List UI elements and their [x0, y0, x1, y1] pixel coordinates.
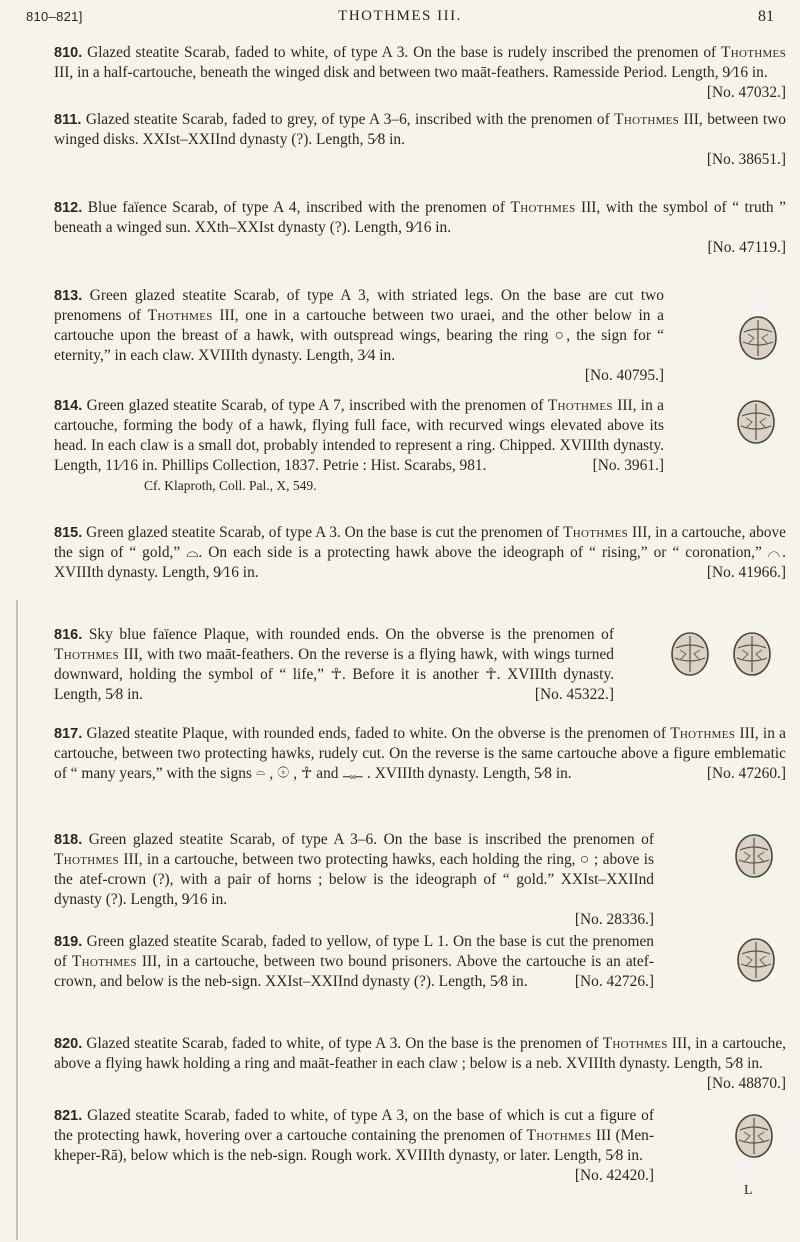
plaque-obverse-illustration: [666, 630, 714, 678]
register-number: [No. 28336.]: [574, 911, 654, 928]
entry-text: Green glazed steatite Scarab, of type A 3, with striated legs. On the base are cut two prenomens of: [54, 287, 664, 324]
entry-number: 815.: [54, 525, 83, 541]
entry-text: III, in a cartouche, above a flying hawk holding a ring and maāt-feather in each claw ; below is a neb. XVIIIth dynasty. Length, 5⁄8 in.: [54, 1035, 786, 1072]
entry-number: 821.: [54, 1108, 83, 1124]
scarab-illustration-819: [732, 936, 780, 984]
entry-text: Blue faïence Scarab, of type A 4, inscribed with the prenomen of: [87, 199, 511, 216]
scarab-illustration-813: [734, 314, 782, 362]
scarab-illustration-818: [730, 832, 778, 880]
register-number: [No. 48870.]: [706, 1075, 786, 1092]
entry-text: III, in a cartouche, between two protecting hawks, rudely cut. On the reverse is the same cartouche above a figure emblematic of “ many years,” with the signs 𓏏 , 𓇳 , ☥ and 𓊃 . XVIIIth dynasty. Length, 5⁄8 in.: [54, 725, 786, 782]
king-name: Thothmes: [547, 397, 613, 414]
entry-text: III, with two maāt-feathers. On the reverse is a flying hawk, with wings turned downward, holding the symbol of “ life,” ☥. Before it is another ☥. XVIIIth dynasty. Length, 5⁄8 in.: [54, 646, 614, 703]
entry-number: 811.: [54, 112, 82, 128]
king-name: Thothmes: [147, 307, 213, 324]
entry-814: [54, 396, 664, 496]
entry-text: III, in a half-cartouche, beneath the winged disk and between two maāt-feathers. Ramesside Period. Length, 9⁄16 in.: [54, 64, 768, 81]
king-name: Thothmes: [563, 524, 629, 541]
signature-mark: L: [744, 1183, 753, 1198]
register-number: [No. 42726.]: [574, 973, 654, 990]
scarab-sketch-icon: [728, 630, 776, 678]
register-number: [No. 40795.]: [584, 367, 664, 384]
king-name: Thothmes: [670, 725, 736, 742]
page-number: 81: [758, 8, 774, 25]
entry-number: 817.: [54, 726, 83, 742]
entry-815: [54, 523, 786, 583]
entry-810: [54, 43, 786, 103]
entry-number: 820.: [54, 1036, 83, 1052]
entry-811: [54, 110, 786, 170]
entry-text: III, in a cartouche, between two protecting hawks, each holding the ring, ○ ; above is the atef-crown (?), with a pair of horns ; below is the ideograph of “ gold.” XXIst–XXIInd dynasty (?). Length, 9⁄16 in.: [54, 851, 654, 908]
register-number: [No. 45322.]: [534, 686, 614, 703]
king-name: Thothmes: [614, 111, 680, 128]
scarab-sketch-icon: [730, 832, 778, 880]
entry-text: Glazed steatite Scarab, faded to white, of type A 3. On the base is the prenomen of: [86, 1035, 603, 1052]
king-name: Thothmes: [526, 1127, 592, 1144]
scarab-illustration-821: [730, 1112, 778, 1160]
scarab-illustration-814: [732, 398, 780, 446]
entry-text: Green glazed steatite Scarab, of type A 7, inscribed with the prenomen of: [86, 397, 548, 414]
entry-text: III, in a cartouche, forming the body of a hawk, flying full face, with recurved wings elevated above its head. In each claw is a small dot, probably intended to represent a ring. Chipped. XVIIIth dynasty. Length, 11⁄16 in. Phillips Collection, 1837. Petrie : Hist. Scarabs, 981.: [54, 397, 664, 474]
entry-number: 818.: [54, 832, 83, 848]
king-name: Thothmes: [71, 953, 137, 970]
entry-text: III, with the symbol of “ truth ” beneath a winged sun. XXth–XXIst dynasty (?). Length, 9⁄16 in.: [54, 199, 786, 236]
page-title: THOTHMES III.: [338, 8, 462, 24]
entry-816: [54, 625, 614, 705]
entry-text: III, between two winged disks. XXIst–XXIInd dynasty (?). Length, 5⁄8 in.: [54, 111, 786, 148]
entry-number: 814.: [54, 398, 83, 414]
entry-number: 816.: [54, 627, 83, 643]
entry-range: 810–821]: [26, 9, 83, 24]
entry-819: [54, 932, 654, 992]
entry-817: [54, 724, 786, 784]
entry-number: 813.: [54, 288, 83, 304]
register-number: [No. 42420.]: [574, 1167, 654, 1184]
entry-number: 810.: [54, 45, 83, 61]
entry-text: Sky blue faïence Plaque, with rounded ends. On the obverse is the prenomen of: [88, 626, 614, 643]
entry-text: III, one in a cartouche between two uraei, and the other below in a cartouche upon the breast of a hawk, with outspread wings, bearing the ring ○, the sign for “ eternity,” in each claw. XVIIIth dynasty. Length, 3⁄4 in.: [54, 307, 664, 364]
citation: Cf. Klaproth, Coll. Pal., X, 549.: [144, 478, 317, 493]
entry-text: Glazed steatite Scarab, faded to white, of type A 3, on the base of which is cut a figure of the protecting hawk, hovering over a cartouche containing the prenomen of: [54, 1107, 654, 1144]
king-name: Thothmes: [721, 44, 786, 61]
running-header: [26, 6, 774, 30]
scarab-sketch-icon: [732, 936, 780, 984]
register-number: [No. 38651.]: [706, 151, 786, 168]
entry-text: III, in a cartouche, above the sign of “ gold,” ⌓. On each side is a protecting hawk above the ideograph of “ rising,” or “ coronation,” ⌒. XVIIIth dynasty. Length, 9⁄16 in.: [54, 524, 786, 581]
scarab-sketch-icon: [732, 398, 780, 446]
entry-number: 812.: [54, 200, 83, 216]
entry-text: III, in a cartouche, between two bound prisoners. Above the cartouche is an atef-crown, and below is the neb-sign. XXIst–XXIInd dynasty (?). Length, 5⁄8 in.: [54, 953, 655, 990]
king-name: Thothmes: [510, 199, 576, 216]
king-name: Thothmes: [602, 1035, 668, 1052]
entry-821: [54, 1106, 654, 1186]
margin-rule: [16, 600, 18, 1240]
plaque-reverse-illustration: [728, 630, 776, 678]
entry-820: [54, 1034, 786, 1094]
scarab-sketch-icon: [666, 630, 714, 678]
entry-text: Glazed steatite Scarab, faded to grey, of type A 3–6, inscribed with the prenomen of: [85, 111, 615, 128]
entry-text: Glazed steatite Plaque, with rounded ends, faded to white. On the obverse is the prenomen of: [86, 725, 671, 742]
entry-813: [54, 286, 664, 386]
entry-text: Green glazed steatite Scarab, of type A 3–6. On the base is inscribed the prenomen of: [88, 831, 654, 848]
entry-number: 819.: [54, 934, 83, 950]
entry-text: Glazed steatite Scarab, faded to white, of type A 3. On the base is rudely inscribed the prenomen of: [87, 44, 722, 61]
scarab-sketch-icon: [734, 314, 782, 362]
register-number: [No. 41966.]: [706, 564, 786, 581]
scarab-sketch-icon: [730, 1112, 778, 1160]
entry-text: III (Men-kheper-Rā), below which is the neb-sign. Rough work. XVIIIth dynasty, or later. Length, 5⁄8 in.: [54, 1127, 654, 1164]
register-number: [No. 47260.]: [706, 765, 786, 782]
king-name: Thothmes: [54, 646, 119, 663]
entry-818: [54, 830, 654, 930]
register-number: [No. 47119.]: [707, 239, 786, 256]
register-number: [No. 47032.]: [706, 84, 786, 101]
register-number: [No. 3961.]: [592, 457, 664, 474]
king-name: Thothmes: [54, 851, 119, 868]
entry-text: Green glazed steatite Scarab, of type A 3. On the base is cut the prenomen of: [86, 524, 564, 541]
entry-812: [54, 198, 786, 258]
entry-text: Green glazed steatite Scarab, faded to yellow, of type L 1. On the base is cut the prenomen of: [54, 933, 654, 970]
